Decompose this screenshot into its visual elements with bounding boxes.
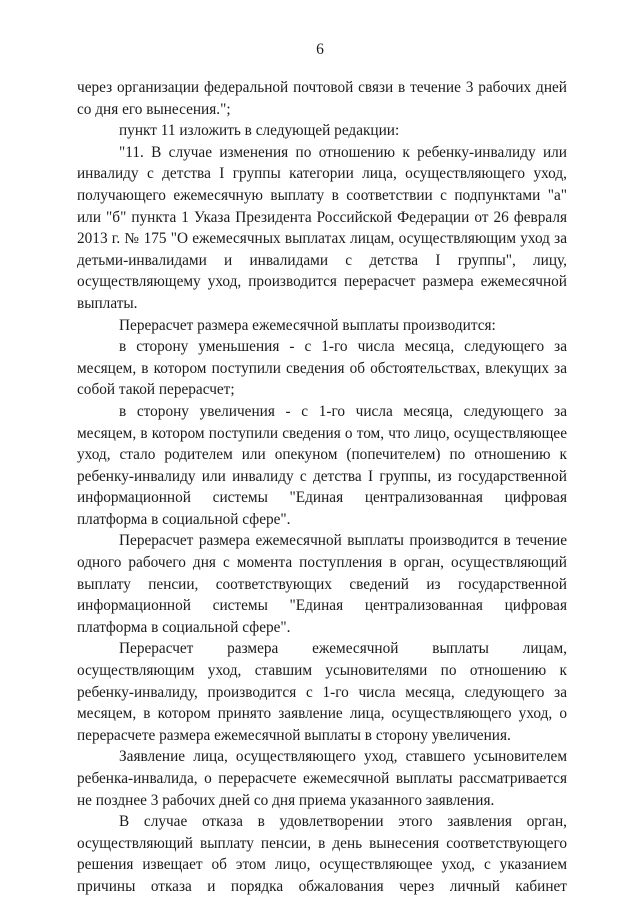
paragraph-recalculation-intro: Перерасчет размера ежемесячной выплаты производится: [119,316,496,334]
document-body [77,77,567,898]
paragraph-amendment-intro: пункт 11 изложить в следующей редакции: [119,122,400,140]
paragraph-recalculation-timing: Перерасчет размера ежемесячной выплаты производится в течение одного рабочего дня с момента поступления в орган, осуществляющий выплату пенсии, соответствующих сведений из государственной информационной системы "Единая централизованная цифровая платформа в социальной сфере". [77,532,567,636]
paragraph-decrease: в сторону уменьшения - с 1-го числа месяца, следующего за месяцем, в котором поступили сведения об обстоятельствах, влекущих за собой такой перерасчет; [77,338,567,399]
paragraph-refusal: В случае отказа в удовлетворении этого заявления орган, осуществляющий выплату пенсии, в день вынесения соответствующего решения извещает об этом лицо, осуществляющее уход, с указанием причины отказа и порядка обжалования через личный кабинет [77,813,567,895]
paragraph-clause-11: "11. В случае изменения по отношению к ребенку-инвалиду или инвалиду с детства I группы категории лица, осуществляющего уход, получающего ежемесячную выплату в соответствии с подпунктами "а" или "б" пункта 1 Указа Президента Российской Федерации от 26 февраля 2013 г. № 175 "О ежемесячных выплатах лицам, осуществляющим уход за детьми-инвалидами и инвалидами с детства I группы", лицу, осуществляющему уход, производится перерасчет размера ежемесячной выплаты. [77,143,567,312]
paragraph-continuation: через организации федеральной почтовой связи в течение 3 рабочих дней со дня его вынесения."; [77,79,567,118]
paragraph-adoptive-parents: Перерасчет размера ежемесячной выплаты лицам, осуществляющим уход, ставшим усыновителями по отношению к ребенку-инвалиду, производится с 1-го числа месяца, следующего за месяцем, в котором принято заявление лица, осуществляющего уход, о перерасчете размера ежемесячной выплаты в сторону увеличения. [77,640,567,744]
paragraph-increase: в сторону увеличения - с 1-го числа месяца, следующего за месяцем, в котором поступили сведения о том, что лицо, осуществляющее уход, стало родителем или опекуном (попечителем) по отношению к ребенку-инвалиду или инвалиду с детства I группы, из государственной информационной системы "Единая централизованная цифровая платформа в социальной сфере". [77,402,567,528]
page-number: 6 [316,41,324,58]
paragraph-application-review: Заявление лица, осуществляющего уход, ставшего усыновителем ребенка-инвалида, о перерасчете ежемесячной выплаты рассматривается не позднее 3 рабочих дней со дня приема указанного заявления. [77,748,567,809]
